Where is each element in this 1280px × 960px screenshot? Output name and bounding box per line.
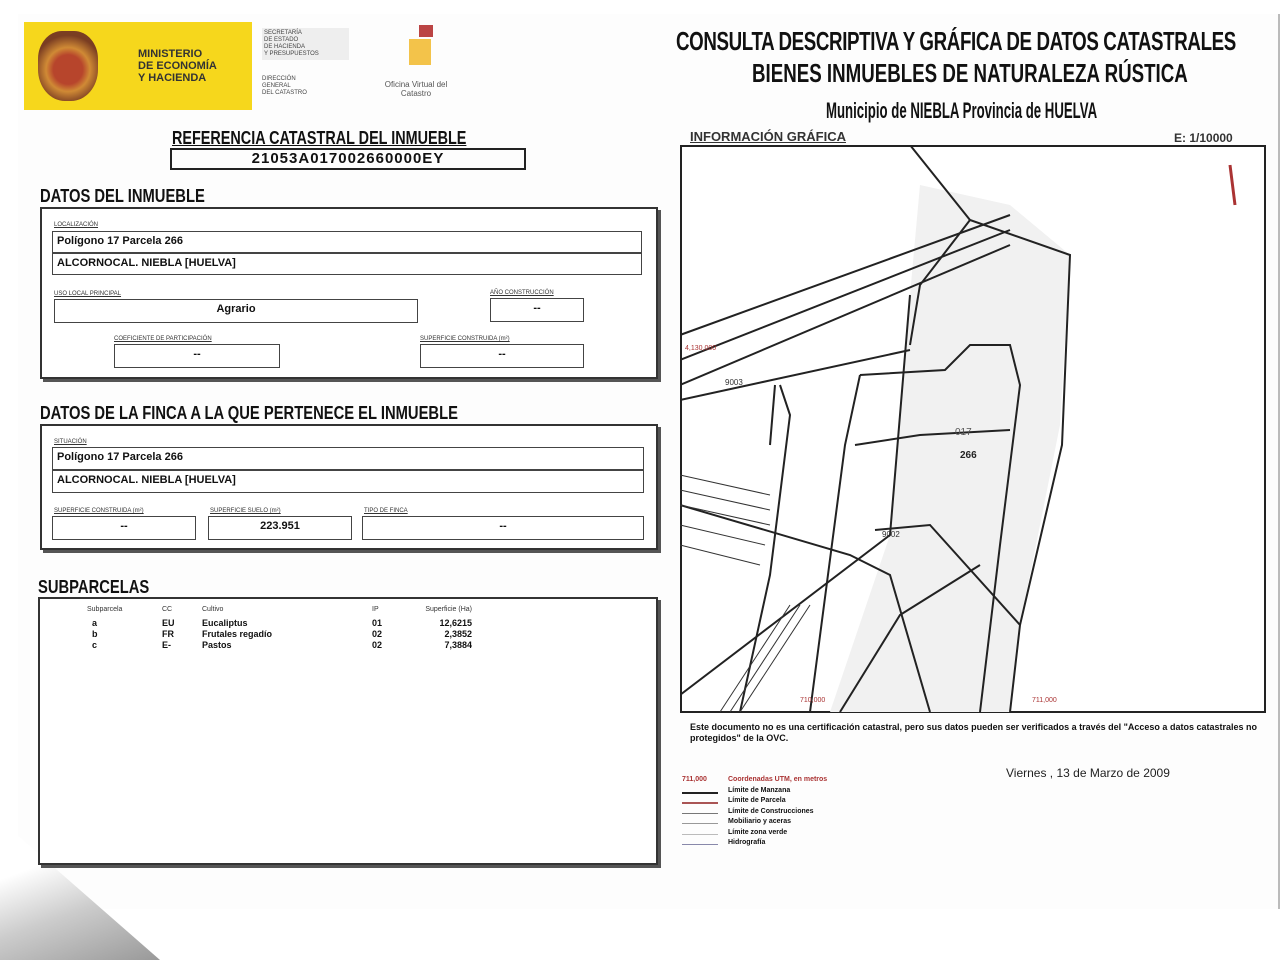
table-row: [80, 640, 480, 651]
ministry-logo: [24, 22, 252, 110]
legend-line-swatch: [682, 813, 718, 814]
text-line: Y PRESUPUESTOS: [264, 51, 319, 57]
legend-line-swatch: [682, 834, 718, 835]
ovc-label: Oficina Virtual del Catastro: [384, 80, 448, 98]
map-parcel-label: 9003: [725, 378, 743, 387]
section-title-subparcelas: SUBPARCELAS: [38, 577, 150, 597]
coef-value: --: [114, 344, 280, 368]
legend-label: Límite de Construcciones: [728, 807, 814, 815]
direccion-text: [262, 76, 307, 97]
legend-label: Mobiliario y aceras: [728, 818, 792, 825]
ministry-line: Y HACIENDA: [138, 72, 207, 84]
subparcelas-table: [80, 606, 480, 651]
table-header: [80, 606, 480, 618]
table-cell: 02: [372, 640, 383, 650]
map-poligono-label: 017: [955, 427, 972, 438]
field-label: AÑO CONSTRUCCIÓN: [490, 290, 554, 296]
table-cell: 02: [372, 629, 383, 639]
section-title-inmueble: DATOS DEL INMUEBLE: [40, 186, 205, 206]
table-cell: 2,3852: [444, 629, 472, 639]
table-cell: Frutales regadío: [202, 629, 273, 639]
anio-value: --: [490, 298, 584, 322]
map-scale: E: 1/10000: [1174, 131, 1233, 145]
legend-line-swatch: [682, 792, 718, 794]
referencia-label: REFERENCIA CATASTRAL DEL INMUEBLE: [172, 128, 467, 148]
col-header: Cultivo: [202, 606, 224, 613]
field-label: USO LOCAL PRINCIPAL: [54, 291, 122, 297]
map-coord-label: 710,000: [800, 697, 826, 704]
map-coord-label: 4,130,000: [685, 345, 717, 352]
sup-construida-value: --: [420, 344, 584, 368]
text-line: DEL CATASTRO: [262, 90, 307, 96]
legend-label: Límite zona verde: [728, 828, 788, 836]
map-parcel-label: 9002: [882, 530, 900, 539]
document-subtitle: BIENES INMUEBLES DE NATURALEZA RÚSTICA: [752, 58, 1188, 88]
localizacion-line-2: ALCORNOCAL. NIEBLA [HUELVA]: [52, 253, 642, 275]
field-label: SITUACIÓN: [54, 439, 87, 445]
field-label: SUPERFICIE CONSTRUIDA (m²): [420, 336, 510, 342]
situacion-line-2: ALCORNOCAL. NIEBLA [HUELVA]: [52, 470, 644, 493]
legend-label: Coordenadas UTM, en metros: [728, 776, 828, 783]
document-title: CONSULTA DESCRIPTIVA Y GRÁFICA DE DATOS CATASTRALES: [676, 26, 1236, 56]
table-cell: 7,3884: [444, 640, 472, 650]
col-header: IP: [372, 606, 379, 613]
legend-label: Límite de Parcela: [728, 797, 786, 804]
uso-value: Agrario: [54, 299, 418, 323]
finca-sup-suelo: 223.951: [208, 516, 352, 540]
situacion-line-1: Polígono 17 Parcela 266: [52, 447, 644, 470]
legend-label: Hidrografía: [728, 839, 766, 846]
document-date: Viernes , 13 de Marzo de 2009: [1006, 766, 1170, 780]
col-header: CC: [162, 606, 173, 613]
field-label: COEFICIENTE DE PARTICIPACIÓN: [114, 336, 212, 342]
finca-sup-construida: --: [52, 516, 196, 540]
section-title-finca: DATOS DE LA FINCA A LA QUE PERTENECE EL INMUEBLE: [40, 403, 458, 423]
ministry-line: DE ECONOMÍA: [138, 60, 217, 72]
table-cell: a: [92, 618, 98, 628]
field-label: SUPERFICIE SUELO (m²): [210, 508, 281, 514]
coat-of-arms-icon: [38, 31, 98, 101]
text-line: DE ESTADO: [264, 37, 299, 43]
field-label: SUPERFICIE CONSTRUIDA (m²): [54, 508, 144, 514]
field-label: TIPO DE FINCA: [364, 508, 408, 514]
secretaria-text: [262, 28, 349, 60]
table-cell: EU: [162, 618, 175, 628]
ovc-logo-icon: [405, 25, 435, 65]
legend-label: Límite de Manzana: [728, 786, 791, 794]
text-line: SECRETARÍA: [264, 30, 302, 36]
referencia-value: 21053A017002660000EY: [170, 148, 526, 170]
col-header: Superficie (Ha): [425, 606, 472, 613]
table-cell: 01: [372, 618, 383, 628]
localizacion-line-1: Polígono 17 Parcela 266: [52, 231, 642, 253]
field-label: LOCALIZACIÓN: [54, 222, 99, 228]
disclaimer-note: Este documento no es una certificación catastral, pero sus datos pueden ser verificados a través del "Acceso a datos catastrales no protegidos" de la OVC.: [690, 722, 1257, 743]
text-line: DE HACIENDA: [264, 44, 306, 50]
text-line: DIRECCIÓN: [262, 76, 296, 82]
table-row: [80, 618, 480, 629]
table-cell: 12,6215: [439, 618, 472, 628]
grafica-label: INFORMACIÓN GRÁFICA: [690, 129, 846, 144]
legend-line-swatch: [682, 844, 718, 845]
table-cell: b: [92, 629, 98, 639]
legend-key: 711,000: [682, 776, 707, 783]
table-cell: FR: [162, 629, 174, 639]
table-row: [80, 629, 480, 640]
table-cell: Eucaliptus: [202, 618, 248, 628]
table-cell: Pastos: [202, 640, 232, 650]
text-line: GENERAL: [262, 83, 291, 89]
municipio: Municipio de NIEBLA Provincia de HUELVA: [826, 98, 1098, 123]
finca-tipo: --: [362, 516, 644, 540]
table-cell: c: [92, 640, 98, 650]
table-cell: E-: [162, 640, 171, 650]
legend-line-swatch: [682, 802, 718, 804]
ministry-line: MINISTERIO: [138, 48, 203, 60]
col-header: Subparcela: [87, 606, 123, 613]
cadastral-map: [680, 145, 1266, 713]
map-parcela-label: 266: [960, 450, 977, 461]
legend-line-swatch: [682, 823, 718, 824]
map-coord-label: 711,000: [1032, 697, 1057, 704]
